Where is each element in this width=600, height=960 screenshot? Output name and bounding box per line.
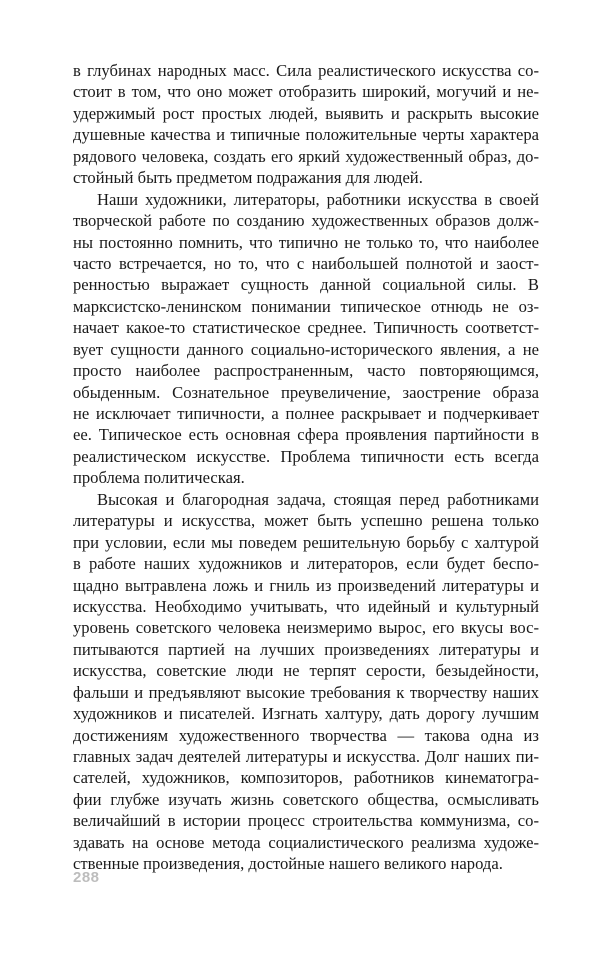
text-line: достижениям художественного творчества — такова одна из — [73, 725, 539, 745]
text-line: марксистско-ленинском понимании типическое отнюдь не оз- — [73, 296, 539, 316]
text-line: питываются партией на лучших произведениях литературы и — [73, 639, 539, 659]
text-line: начает какое-то статистическое среднее. Типичность соответст- — [73, 318, 539, 338]
text-line: фальши и предъявляют высокие требования к творчеству наших — [73, 682, 539, 702]
text-line: стоит в том, что оно может отобразить широкий, могучий и не- — [73, 82, 539, 102]
text-line: обыденным. Сознательное преувеличение, заострение образа — [73, 382, 539, 402]
text-line: сателей, художников, композиторов, работников кинематогра- — [73, 768, 539, 788]
text-line: в работе наших художников и литераторов, если будет беспо- — [73, 554, 539, 574]
text-line: проблема политическая. — [73, 468, 245, 488]
text-line: при условии, если мы поведем решительную борьбу с халтурой — [73, 532, 539, 552]
text-line: художников и писателей. Изгнать халтуру, дать дорогу лучшим — [73, 704, 539, 724]
text-line: Высокая и благородная задача, стоящая перед работниками — [97, 489, 539, 509]
text-line: душевные качества и типичные положительные черты характера — [73, 125, 539, 145]
text-line: вует сущности данного социально-исторического явления, а не — [73, 339, 539, 359]
text-line: искусства. Необходимо учитывать, что идейный и культурный — [73, 596, 539, 616]
body-text — [73, 60, 539, 875]
page-number: 288 — [73, 869, 100, 886]
text-line: в глубинах народных масс. Сила реалистического искусства со- — [73, 61, 539, 80]
text-line: литературы и искусства, может быть успешно решена только — [73, 511, 539, 531]
text-line: ны постоянно помнить, что типично не только то, что наиболее — [73, 232, 539, 252]
text-line: щадно вытравлена ложь и гниль из произведений литературы и — [73, 575, 539, 595]
text-line: творческой работе по созданию художественных образов долж- — [73, 211, 539, 231]
text-line: Наши художники, литераторы, работники искусства в своей — [97, 189, 539, 209]
text-line: фии глубже изучать жизнь советского общества, осмысливать — [73, 789, 539, 809]
paragraph — [73, 189, 539, 489]
text-line: уровень советского человека неизмеримо вырос, его вкусы вос- — [73, 618, 539, 638]
text-line: просто наиболее распространенным, часто повторяющимся, — [73, 361, 539, 381]
text-line: реалистическом искусстве. Проблема типичности есть всегда — [73, 446, 539, 466]
text-line: ственные произведения, достойные нашего великого народа. — [73, 854, 503, 874]
text-line: искусства, советские люди не терпят серости, безыдейности, — [73, 661, 539, 681]
paragraph — [73, 489, 539, 875]
text-line: часто встречается, но то, что с наибольшей полнотой и заост- — [73, 253, 539, 273]
text-line: стойный быть предметом подражания для людей. — [73, 168, 423, 188]
text-line: ренностью выражает сущность данной социальной силы. В — [73, 275, 539, 295]
text-line: удержимый рост простых людей, выявить и раскрыть высокие — [73, 103, 539, 123]
text-line: величайший в истории процесс строительства коммунизма, со- — [73, 811, 539, 831]
text-line: рядового человека, создать его яркий художественный образ, до- — [73, 146, 539, 166]
text-line: не исключает типичности, а полнее раскрывает и подчеркивает — [73, 404, 539, 423]
paragraph — [73, 60, 539, 189]
text-line: ее. Типическое есть основная сфера проявления партийности в — [73, 425, 539, 445]
text-line: здавать на основе метода социалистического реализма художе- — [73, 832, 539, 852]
text-line: главных задач деятелей литературы и искусства. Долг наших пи- — [73, 747, 539, 766]
